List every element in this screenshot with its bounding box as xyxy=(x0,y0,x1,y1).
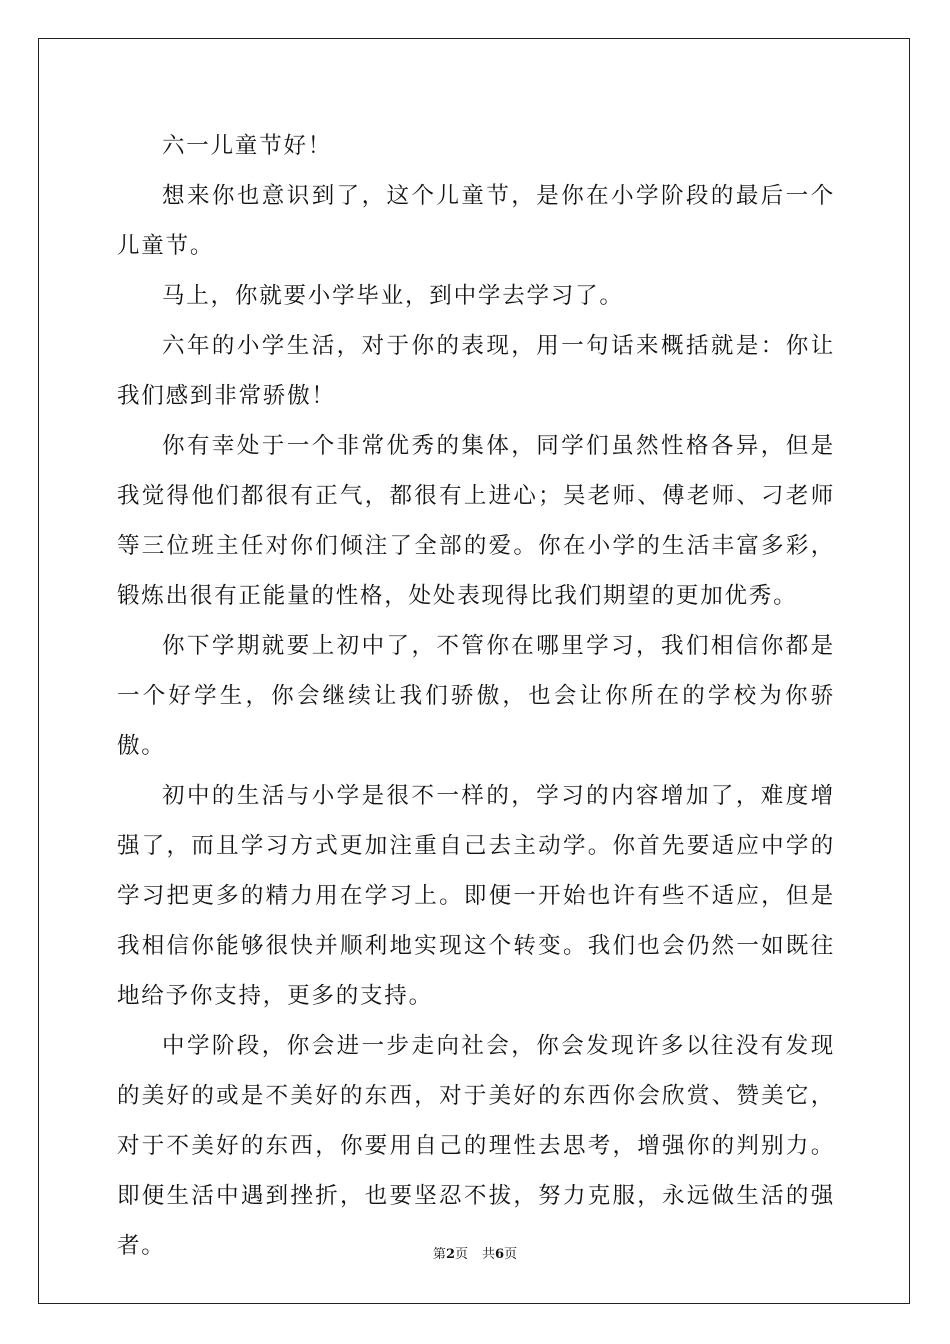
paragraph-junior-high: 你下学期就要上初中了，不管你在哪里学习，我们相信你都是一个好学生，你会继续让我们骄傲，也会让你所在的学校为你骄傲。 xyxy=(117,633,835,759)
total-pages-label: 共6页 xyxy=(482,1247,518,1262)
paragraph-adapt: 初中的生活与小学是很不一样的，学习的内容增加了，难度增强了，而且学习方式更加注重自己去主动学。你首先要适应中学的学习把更多的精力用在学习上。即便一开始也许有些不适应，但是我相信你能够很快并顺利地实现这个转变。我们也会仍然一如既往地给予你支持，更多的支持。 xyxy=(117,783,835,1009)
page-number-label: 第2页 xyxy=(432,1247,468,1262)
current-page-number: 2 xyxy=(445,1247,455,1262)
paragraph-class-collective: 你有幸处于一个非常优秀的集体，同学们虽然性格各异，但是我觉得他们都很有正气，都很有上进心；吴老师、傅老师、刁老师等三位班主任对你们倾注了全部的爱。你在小学的生活丰富多彩，锻炼出很有正能量的性格，处处表现得比我们期望的更加优秀。 xyxy=(117,433,835,609)
paragraph-society: 中学阶段，你会进一步走向社会，你会发现许多以往没有发现的美好的或是不美好的东西，对于美好的东西你会欣赏、赞美它，对于不美好的东西，你要用自己的理性去思考，增强你的判别力。即便生活中遇到挫折，也要坚忍不拔，努力克服，永远做生活的强者。 xyxy=(117,1033,835,1259)
total-page-number: 6 xyxy=(495,1247,505,1262)
page-footer xyxy=(0,1247,950,1263)
paragraph-graduation: 马上，你就要小学毕业，到中学去学习了。 xyxy=(162,283,624,309)
paragraph-proud: 六年的小学生活，对于你的表现，用一句话来概括就是：你让我们感到非常骄傲！ xyxy=(117,333,835,409)
paragraph-last-childrens-day: 想来你也意识到了，这个儿童节，是你在小学阶段的最后一个儿童节。 xyxy=(117,183,835,259)
paragraph-greeting: 六一儿童节好！ xyxy=(162,133,333,159)
document-body xyxy=(117,121,835,1271)
